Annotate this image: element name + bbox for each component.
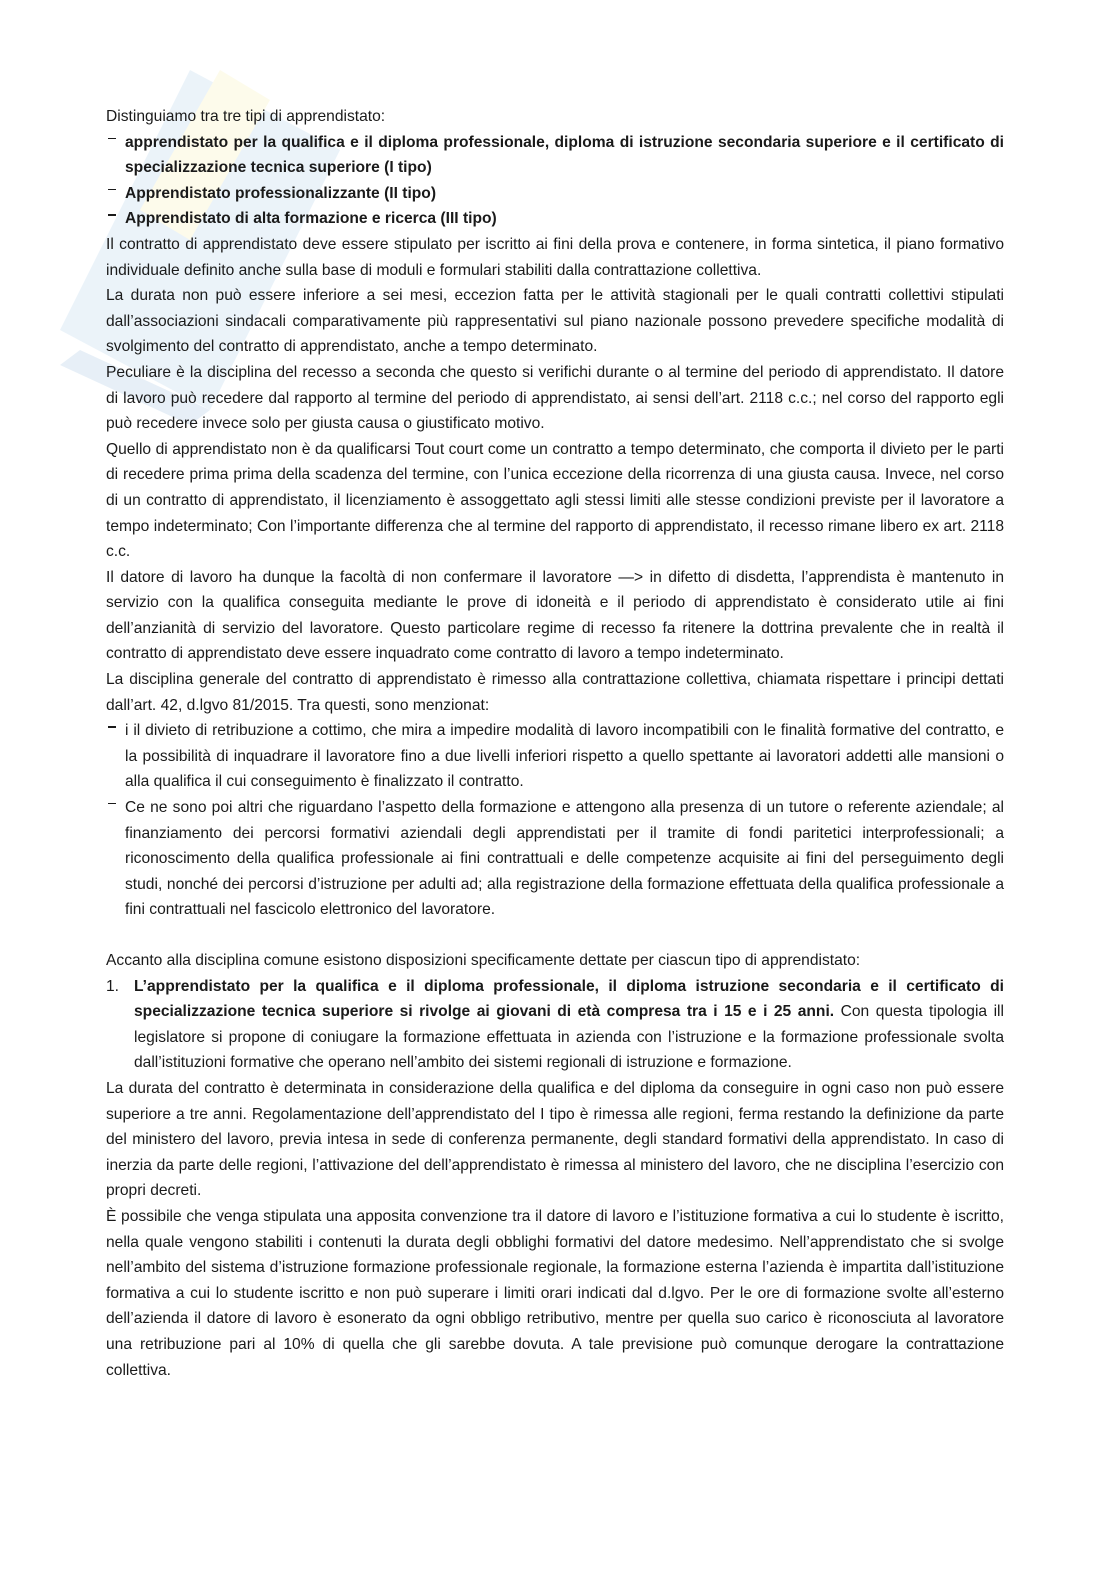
type-item-3: Apprendistato di alta formazione e ricerca (III tipo) <box>106 206 1004 232</box>
paragraph-durata: La durata non può essere inferiore a sei mesi, eccezion fatta per le attività stagionali per le quali contratti collettivi stipulati dall’associazioni sindacali comparativamente più rappresentativi sul piano nazionale possono prevedere specifiche modalità di svolgimento del contratto di apprendistato, anche a tempo determinato. <box>106 287 1004 356</box>
section2-intro: Accanto alla disciplina comune esistono disposizioni specificamente dettate per ciascun tipo di apprendistato: <box>106 952 861 969</box>
numbered-marker: 1. <box>106 977 120 995</box>
paragraph-durata-contratto: La durata del contratto è determinata in considerazione della qualifica e del diploma da conseguire in ogni caso non può essere superiore a tre anni. Regolamentazione dell’apprendistato del I tipo è rimessa alle regioni, ferma restando la definizione da parte del ministero del lavoro, previa intesa in sede di conferenza permanente, degli standard formativi della apprendistato. In caso di inerzia da parte delle regioni, l’attivazione del dell’apprendistato è rimessa al ministero del lavoro, che ne disciplina l’esercizio con propri decreti. <box>106 1079 1004 1200</box>
paragraph-facolta: Il datore di lavoro ha dunque la facoltà di non confermare il lavoratore —> in difetto di disdetta, l’apprendista è mantenuto in servizio con la qualifica conseguita mediante le prove di idoneità e il periodo di apprendistato è considerato utile ai fini dell’anzianità di servizio del lavoratore. Questo particolare regime di recesso fa ritenere la dottrina prevalente che in realtà il contratto di apprendistato deve essere inquadrato come contratto di lavoro a tempo indeterminato. <box>106 568 1004 663</box>
paragraph-forma: Il contratto di apprendistato deve essere stipulato per iscritto ai fini della prova e contenere, in forma sintetica, il piano formativo individuale definito anche sulla base di moduli e formulari stabiliti dalla contrattazione collettiva. <box>106 235 1004 279</box>
principle-item-2: Ce ne sono poi altri che riguardano l’aspetto della formazione e attengono alla presenza di un tutore o referente aziendale; al finanziamento dei percorsi formativi aziendali degli apprendistati per il tramite di fondi paritetici interprofessionali; a riconoscimento della qualifica professionale ai fini contrattuali e delle competenze acquisite ai fini del perseguimento degli studi, nonché dei percorsi d’istruzione per adulti ad; alla registrazione della formazione effettuata della qualifica professionale a fini contrattuali nel fascicolo elettronico del lavoratore. <box>106 795 1004 923</box>
paragraph-disciplina: La disciplina generale del contratto di apprendistato è rimesso alla contrattazione collettiva, chiamata rispettare i principi dettati dall’art. 42, d.lgvo 81/2015. Tra questi, sono menzionat: <box>106 671 1004 714</box>
principle-item-1: i il divieto di retribuzione a cottimo, che mira a impedire modalità di lavoro incompatibili con le finalità formative del contratto, e la possibilità di inquadrare il lavoratore fino a due livelli inferiori rispetto a quello spettante ai lavoratori addetti alle mansioni o alla qualifica il cui conseguimento è finalizzato il contratto. <box>106 718 1004 795</box>
paragraph-convenzione: È possibile che venga stipulata una apposita convenzione tra il datore di lavoro e l’istituzione formativa a cui lo studente è iscritto, nella quale vengono stabiliti i contenuti la durata degli obblighi formativi del datore medesimo. Nell’apprendistato che si svolge nell’ambito del sistema d’istruzione formazione professionale regionale, la formazione esterna l’azienda è impartita dall’istituzione formativa a cui lo studente iscritto e non può superare i limiti orari indicati dal d.lgvo. Per le ore di formazione svolte all’esterno dell’azienda il datore di lavoro è esonerato da ogni obbligo retributivo, mentre per quella suo carico è riconosciuta al lavoratore una retribuzione pari al 10% di quella che gli sarebbe dovuta. A tale previsione può comunque derogare la contrattazione collettiva. <box>106 1207 1004 1379</box>
paragraph-recesso: Peculiare è la disciplina del recesso a seconda che questo si verifichi durante o al termine del periodo di apprendistato. Il datore di lavoro può recedere dal rapporto al termine del periodo di apprendistato, ai sensi dell’art. 2118 c.c.; nel corso del rapporto egli può recedere invece solo per giusta causa o giustificato motivo. <box>106 363 1004 433</box>
numbered-rest-text: Con questa tipologia ill legislatore si propone di coniugare la formazione effettuata in azienda con l’istruzione e la formazione professionale svolta dall’istituzioni formative che operano nell’ambito dei sistemi regionali di istruzione e formazione. <box>134 1003 1004 1072</box>
numbered-item-1 <box>106 974 1004 1076</box>
type-item-1: apprendistato per la qualifica e il diploma professionale, diploma di istruzione secondaria superiore e il certificato di specializzazione tecnica superiore (I tipo) <box>106 130 1004 181</box>
section-gap <box>106 923 1004 948</box>
paragraph-tempo-determinato: Quello di apprendistato non è da qualificarsi Tout court come un contratto a tempo determinato, che comporta il divieto per le parti di recedere prima prima della scadenza del termine, con l’unica eccezione della ricorrenza di una giusta causa. Invece, nel corso di un contratto di apprendistato, il licenziamento è assoggettato agli stessi limiti alle stesse condizioni previste per il lavoratore a tempo indeterminato; Con l’importante differenza che al termine del rapporto di apprendistato, il recesso rimane libero ex art. 2118 c.c. <box>106 440 1004 561</box>
numbered-bold-text: L’apprendistato per la qualifica e il diploma professionale, il diploma istruzione secondaria e il certificato di specializzazione tecnica superiore si rivolge ai giovani di età compresa tra i 15 e i 25 anni. <box>134 977 1004 1021</box>
type-item-2: Apprendistato professionalizzante (II tipo) <box>106 181 1004 207</box>
document-body <box>106 104 1004 1383</box>
intro-line: Distinguiamo tra tre tipi di apprendistato: <box>106 108 386 125</box>
